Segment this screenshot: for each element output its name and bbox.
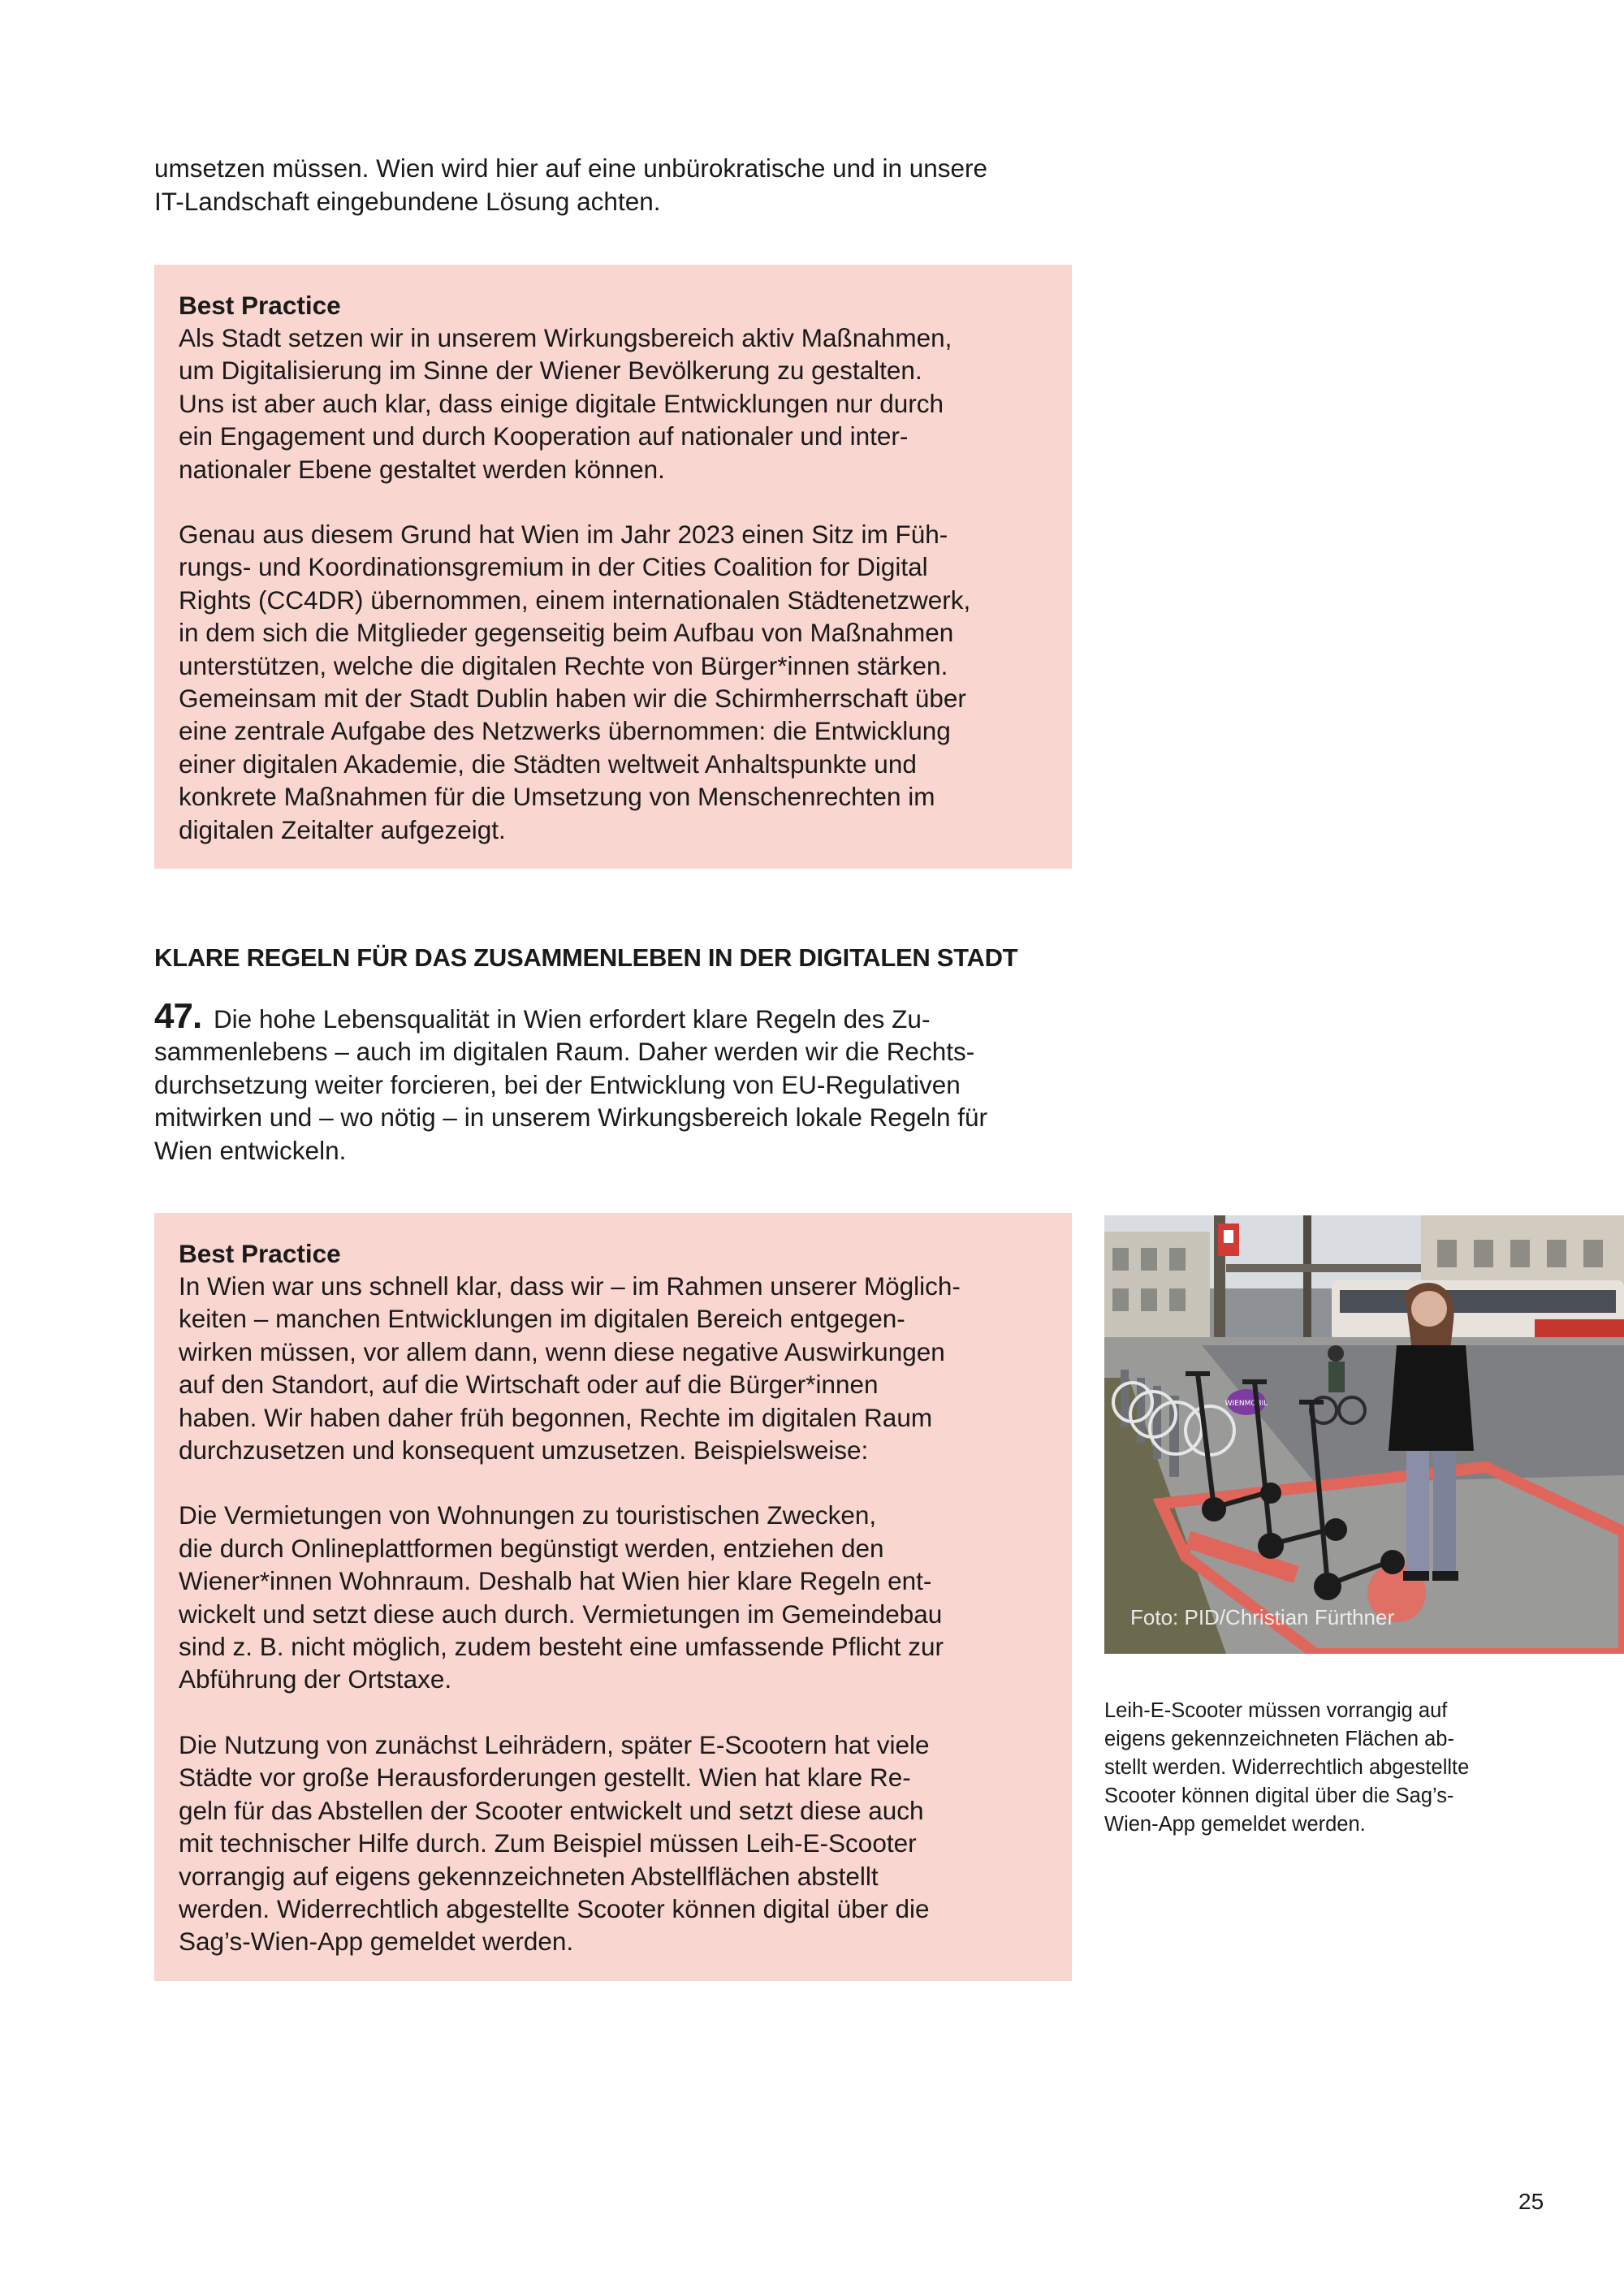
- paragraph-line: sammenlebens – auch im digitalen Raum. Daher werden wir die Rechts-: [154, 1037, 975, 1067]
- best-practice-box-cc4dr: [154, 265, 1072, 869]
- e-scooter-scene-illustration: [1104, 1215, 1624, 1654]
- box-line: wickelt und setzt diese auch durch. Vermietungen im Gemeindebau: [179, 1599, 943, 1629]
- box-line: keiten – manchen Entwicklungen im digitalen Bereich entgegen-: [179, 1304, 905, 1334]
- box-paragraph: [179, 1270, 1047, 1466]
- box-line: wirken müssen, vor allem dann, wenn diese negative Auswirkungen: [179, 1336, 945, 1366]
- photo-credit: Foto: PID/Christian Fürthner: [1130, 1605, 1395, 1629]
- best-practice-box-regulation: [154, 1213, 1072, 1981]
- e-scooter-photo: [1104, 1215, 1624, 1654]
- box-line: werden. Widerrechtlich abgestellte Scooter können digital über die: [179, 1893, 930, 1923]
- section-heading: KLARE REGELN FÜR DAS ZUSAMMENLEBEN IN DER DIGITALEN STADT: [154, 943, 1018, 972]
- box-line: konkrete Maßnahmen für die Umsetzung von Menschenrechten im: [179, 782, 935, 812]
- box-line: digitalen Zeitalter aufgezeigt.: [179, 814, 506, 844]
- box-line: unterstützen, welche die digitalen Rechte von Bürger*innen stärken.: [179, 650, 948, 680]
- box-line: Städte vor große Herausforderungen gestellt. Wien hat klare Re-: [179, 1763, 911, 1793]
- caption-line: Scooter können digital über die Sag’s-: [1104, 1785, 1454, 1807]
- box-line: einer digitalen Akademie, die Städten weltweit Anhaltspunkte und: [179, 749, 917, 779]
- best-practice-title: Best Practice: [179, 291, 341, 320]
- paragraph-line: durchsetzung weiter forcieren, bei der Entwicklung von EU-Regulativen: [154, 1069, 961, 1099]
- box-line: Wiener*innen Wohnraum. Deshalb hat Wien hier klare Regeln ent-: [179, 1566, 932, 1596]
- box-line: rungs- und Koordinationsgremium in der Cities Coalition for Digital: [179, 552, 928, 582]
- box-line: Als Stadt setzen wir in unserem Wirkungsbereich aktiv Maßnahmen,: [179, 323, 952, 352]
- box-line: Uns ist aber auch klar, dass einige digitale Entwicklungen nur durch: [179, 388, 944, 418]
- box-line: eine zentrale Aufgabe des Netzwerks übernommen: die Entwicklung: [179, 716, 951, 746]
- page-number: 25: [1518, 2189, 1544, 2214]
- box-paragraph: [179, 1499, 1047, 1695]
- box-line: die durch Onlineplattformen begünstigt werden, entziehen den: [179, 1533, 884, 1563]
- intro-paragraph: [154, 152, 1080, 218]
- bike-share-label: WIENMOBIL: [1224, 1400, 1268, 1408]
- box-line: auf den Standort, auf die Wirtschaft oder auf die Bürger*innen: [179, 1370, 879, 1400]
- paragraph-line: Wien entwickeln.: [154, 1135, 347, 1165]
- caption-line: eigens gekennzeichneten Flächen ab-: [1104, 1728, 1454, 1750]
- box-paragraph: [179, 1728, 1047, 1958]
- box-line: Rights (CC4DR) übernommen, einem internationalen Städtenetzwerk,: [179, 585, 971, 615]
- box-line: Die Nutzung von zunächst Leihrädern, später E-Scootern hat viele: [179, 1729, 930, 1759]
- caption-line: Wien-App gemeldet werden.: [1104, 1813, 1366, 1836]
- caption-line: stellt werden. Widerrechtlich abgestellte: [1104, 1756, 1470, 1779]
- numbered-paragraph-47: [154, 996, 1088, 1167]
- box-paragraph: [179, 322, 1047, 486]
- box-line: Abführung der Ortstaxe.: [179, 1664, 452, 1694]
- box-line: geln für das Abstellen der Scooter entwickelt und setzt diese auch: [179, 1795, 924, 1825]
- intro-line: umsetzen müssen. Wien wird hier auf eine unbürokratische und in unsere: [154, 153, 988, 183]
- box-line: ein Engagement und durch Kooperation auf nationaler und inter-: [179, 421, 909, 451]
- box-line: Die Vermietungen von Wohnungen zu touristischen Zwecken,: [179, 1500, 877, 1530]
- box-line: durchzusetzen und konsequent umzusetzen. Beispielsweise:: [179, 1435, 869, 1465]
- box-line: nationaler Ebene gestaltet werden können.: [179, 454, 665, 484]
- box-paragraph: [179, 518, 1047, 846]
- box-line: Genau aus diesem Grund hat Wien im Jahr 2023 einen Sitz im Füh-: [179, 520, 948, 550]
- box-line: vorrangig auf eigens gekennzeichneten Abstellflächen abstellt: [179, 1861, 879, 1891]
- box-line: um Digitalisierung im Sinne der Wiener Bevölkerung zu gestalten.: [179, 356, 922, 386]
- paragraph-line: mitwirken und – wo nötig – in unserem Wirkungsbereich lokale Regeln für: [154, 1103, 987, 1133]
- box-line: Gemeinsam mit der Stadt Dublin haben wir die Schirmherrschaft über: [179, 684, 966, 714]
- photo-caption: [1104, 1697, 1543, 1839]
- box-line: Sag’s-Wien-App gemeldet werden.: [179, 1927, 574, 1957]
- box-line: sind z. B. nicht möglich, zudem besteht eine umfassende Pflicht zur: [179, 1632, 944, 1662]
- box-line: in dem sich die Mitglieder gegenseitig beim Aufbau von Maßnahmen: [179, 618, 954, 648]
- paragraph-number: 47.: [154, 996, 202, 1036]
- box-line: mit technischer Hilfe durch. Zum Beispiel müssen Leih-E-Scooter: [179, 1828, 917, 1858]
- caption-line: Leih-E-Scooter müssen vorrangig auf: [1104, 1699, 1448, 1722]
- box-line: In Wien war uns schnell klar, dass wir – im Rahmen unserer Möglich-: [179, 1271, 961, 1301]
- best-practice-title: Best Practice: [179, 1239, 341, 1268]
- paragraph-line: Die hohe Lebensqualität in Wien erfordert klare Regeln des Zu-: [213, 1004, 931, 1034]
- box-line: haben. Wir haben daher früh begonnen, Rechte im digitalen Raum: [179, 1402, 933, 1432]
- intro-line: IT-Landschaft eingebundene Lösung achten.: [154, 187, 661, 216]
